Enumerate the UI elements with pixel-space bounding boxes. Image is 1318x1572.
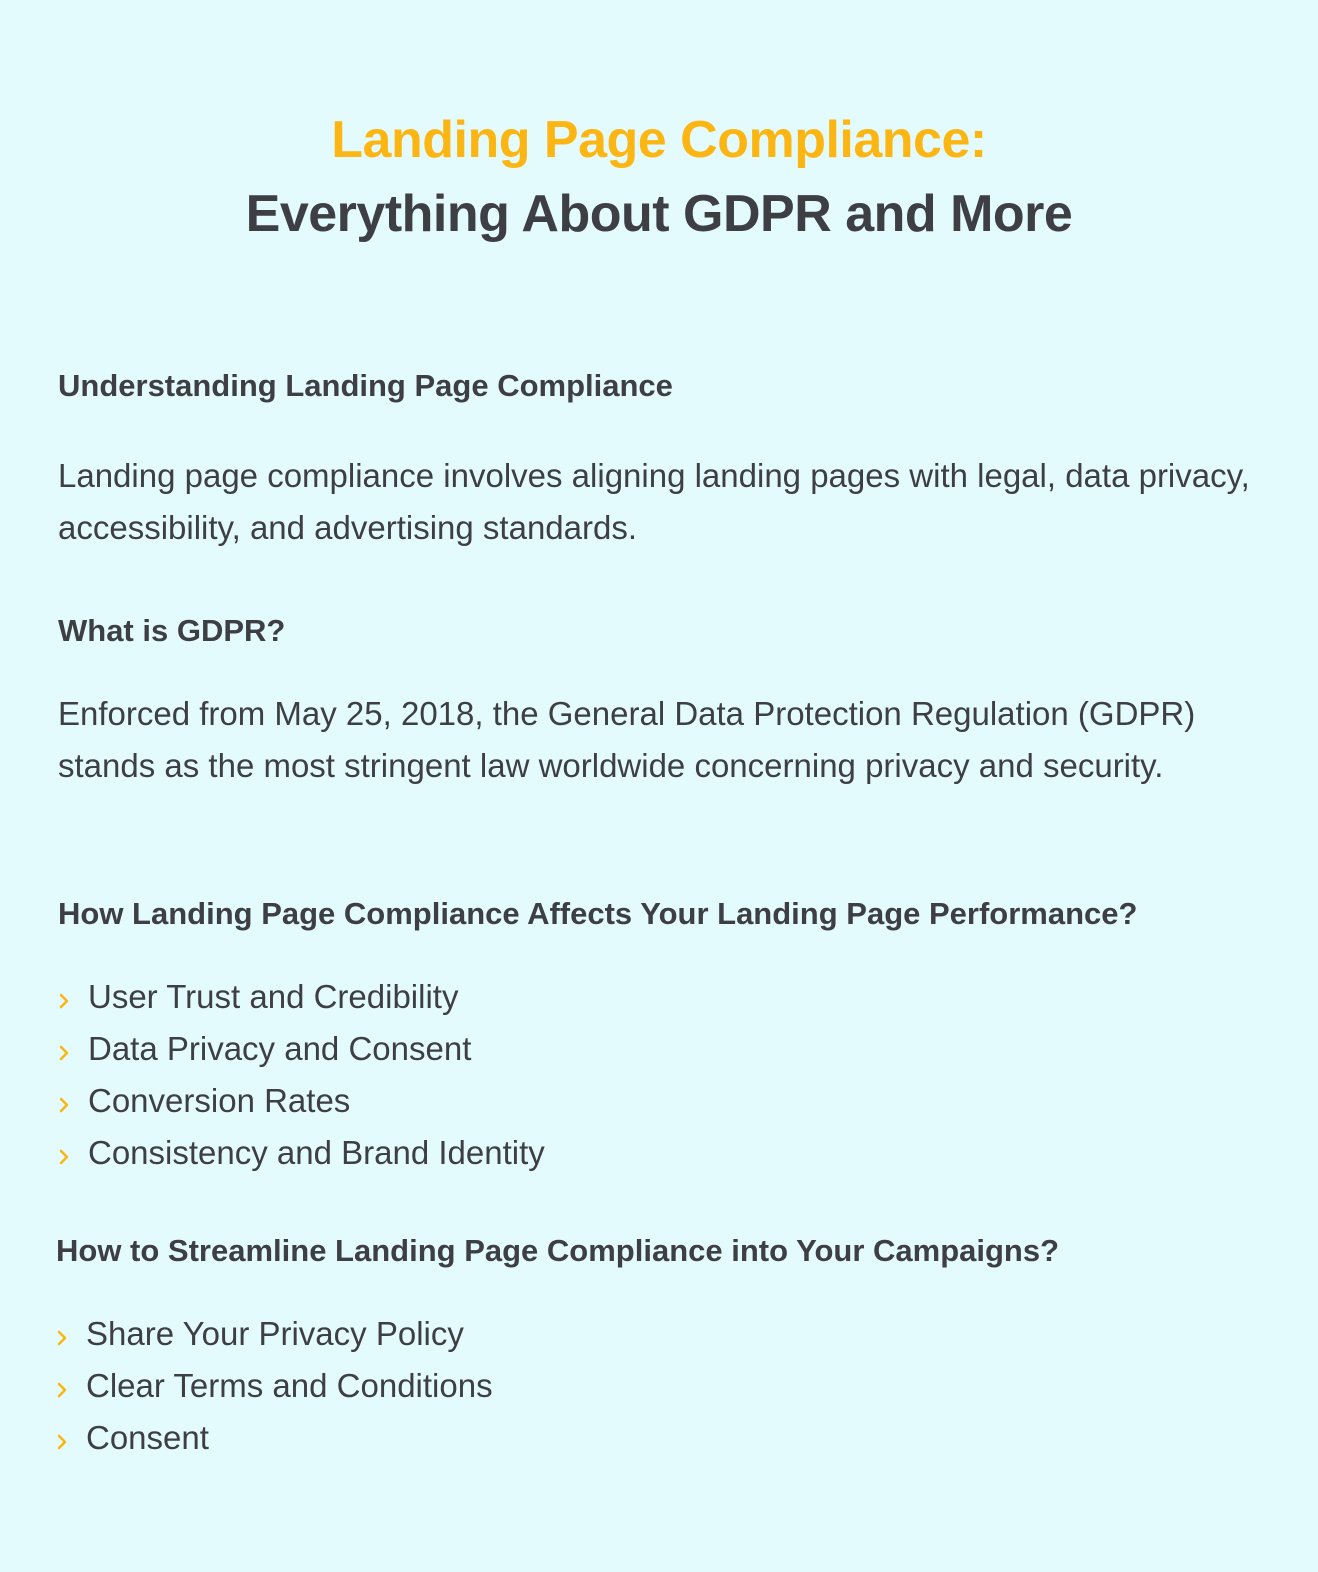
list-item [56,1308,493,1360]
section-heading-gdpr: What is GDPR? [58,613,286,648]
chevron-right-icon [56,1328,86,1348]
list-item [58,1023,545,1075]
section-body-understanding: Landing page compliance involves aligning landing pages with legal, data privacy, accessibility, and advertising standards. [58,457,1250,546]
list-item-label: Consistency and Brand Identity [88,1134,545,1171]
list-item-label: Data Privacy and Consent [88,1030,472,1067]
section-heading-understanding: Understanding Landing Page Compliance [58,368,673,403]
list-item [58,1127,545,1179]
chevron-right-icon [58,991,88,1011]
list-item [58,1075,545,1127]
section-heading-performance: How Landing Page Compliance Affects Your Landing Page Performance? [58,896,1138,931]
list-item-label: Clear Terms and Conditions [86,1367,493,1404]
title-accent-line: Landing Page Compliance: [331,111,987,169]
list-item [56,1360,493,1412]
performance-list [58,971,545,1179]
streamline-list [56,1308,493,1464]
chevron-right-icon [56,1380,86,1400]
page-title [0,104,1318,252]
title-main-line: Everything About GDPR and More [245,185,1073,243]
list-item [56,1412,493,1464]
list-item-label: User Trust and Credibility [88,978,459,1015]
section-body-gdpr: Enforced from May 25, 2018, the General Data Protection Regulation (GDPR) stands as the most stringent law worldwide concerning privacy and security. [58,695,1196,784]
list-item-label: Conversion Rates [88,1082,351,1119]
chevron-right-icon [56,1432,86,1452]
chevron-right-icon [58,1043,88,1063]
list-item-label: Consent [86,1419,209,1456]
chevron-right-icon [58,1147,88,1167]
chevron-right-icon [58,1095,88,1115]
list-item-label: Share Your Privacy Policy [86,1315,464,1352]
list-item [58,971,545,1023]
section-heading-streamline: How to Streamline Landing Page Compliance into Your Campaigns? [56,1233,1060,1268]
